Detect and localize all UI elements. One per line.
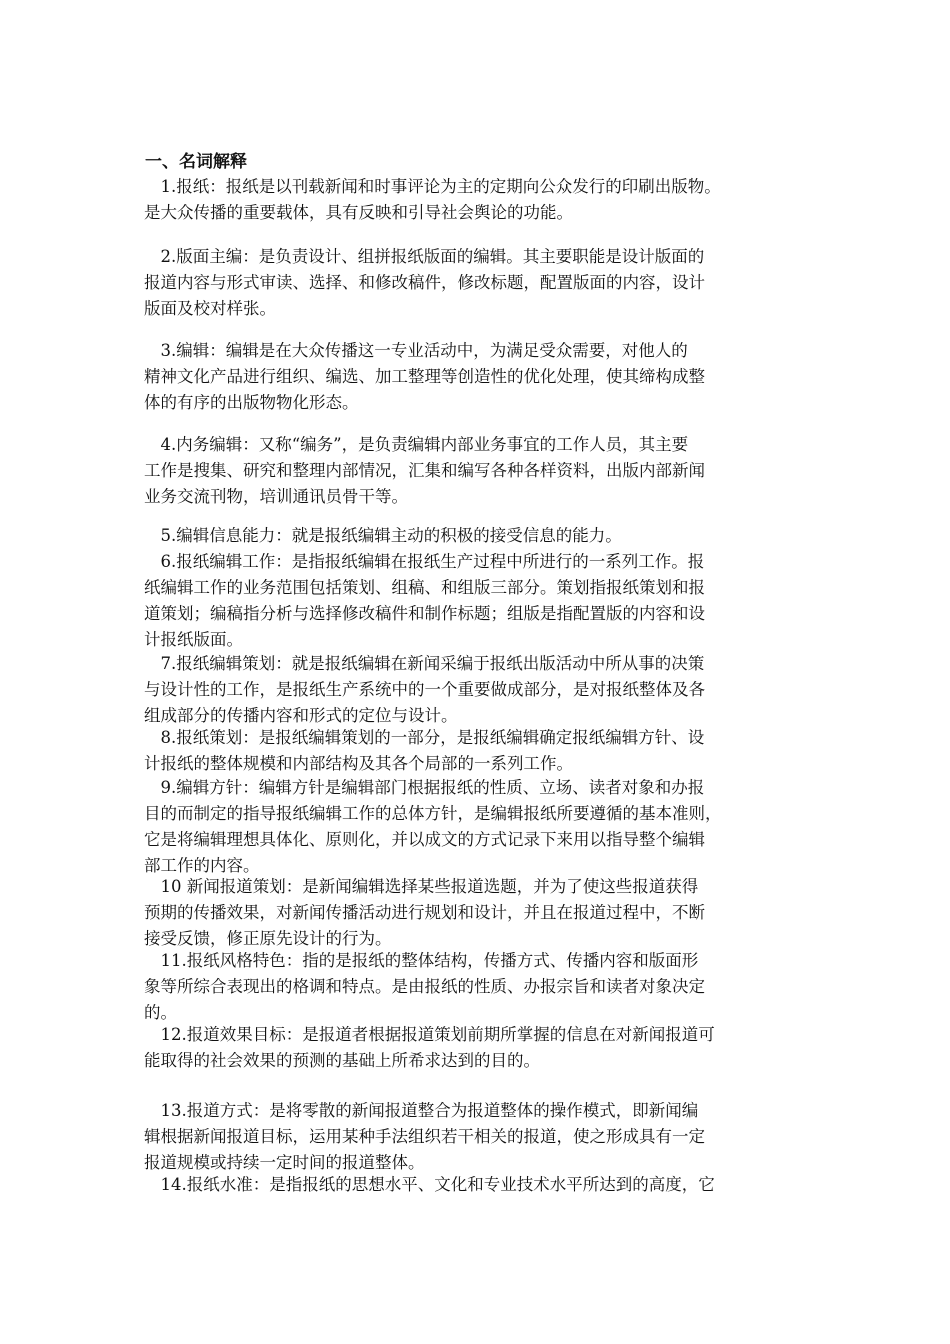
paragraph-line: 的。 [144, 1003, 177, 1022]
paragraph-line: 4.内务编辑：又称“编务”，是负责编辑内部业务事宜的工作人员，其主要 [144, 435, 689, 454]
section-heading: 一、名词解释 [145, 152, 247, 172]
definition-paragraph-3 [144, 338, 812, 416]
paragraph-line: 计报纸版面。 [144, 630, 243, 649]
paragraph-line: 象等所综合表现出的格调和特点。是由报纸的性质、办报宗旨和读者对象决定 [144, 977, 705, 996]
paragraph-line: 7.报纸编辑策划：就是报纸编辑在新闻采编于报纸出版活动中所从事的决策 [144, 654, 705, 673]
paragraph-line: 1.报纸：报纸是以刊载新闻和时事评论为主的定期向公众发行的印刷出版物。 [144, 177, 721, 196]
paragraph-line: 组成部分的传播内容和形式的定位与设计。 [144, 706, 458, 725]
paragraph-line: 与设计性的工作，是报纸生产系统中的一个重要做成部分，是对报纸整体及各 [144, 680, 705, 699]
definition-paragraph-1 [144, 174, 812, 226]
definition-paragraph-13 [144, 1098, 812, 1176]
paragraph-line: 报道内容与形式审读、选择、和修改稿件，修改标题，配置版面的内容，设计 [144, 273, 705, 292]
paragraph-line: 2.版面主编：是负责设计、组拼报纸版面的编辑。其主要职能是设计版面的 [144, 247, 705, 266]
paragraph-line: 精神文化产品进行组织、编选、加工整理等创造性的优化处理，使其缔构成整 [144, 367, 705, 386]
paragraph-line: 能取得的社会效果的预测的基础上所希求达到的目的。 [144, 1051, 540, 1070]
paragraph-line: 计报纸的整体规模和内部结构及其各个局部的一系列工作。 [144, 754, 573, 773]
definition-paragraph-9 [144, 775, 812, 879]
paragraph-line: 部工作的内容。 [144, 856, 260, 875]
paragraph-line: 目的而制定的指导报纸编辑工作的总体方针，是编辑报纸所要遵循的基本准则， [144, 804, 722, 823]
paragraph-line: 是大众传播的重要载体，具有反映和引导社会舆论的功能。 [144, 203, 573, 222]
paragraph-line: 道策划；编稿指分析与选择修改稿件和制作标题；组版是指配置版的内容和设 [144, 604, 705, 623]
paragraph-line: 8.报纸策划：是报纸编辑策划的一部分，是报纸编辑确定报纸编辑方针、设 [144, 728, 705, 747]
paragraph-line: 预期的传播效果，对新闻传播活动进行规划和设计，并且在报道过程中，不断 [144, 903, 705, 922]
paragraph-line: 13.报道方式：是将零散的新闻报道整合为报道整体的操作模式，即新闻编 [144, 1101, 699, 1120]
paragraph-line: 纸编辑工作的业务范围包括策划、组稿、和组版三部分。策划指报纸策划和报 [144, 578, 705, 597]
definition-paragraph-8 [144, 725, 812, 777]
paragraph-line: 6.报纸编辑工作：是指报纸编辑在报纸生产过程中所进行的一系列工作。报 [144, 552, 705, 571]
definition-paragraph-6 [144, 549, 812, 653]
paragraph-line: 工作是搜集、研究和整理内部情况，汇集和编写各种各样资料，出版内部新闻 [144, 461, 705, 480]
paragraph-line: 版面及校对样张。 [144, 299, 276, 318]
definition-paragraph-4 [144, 432, 812, 510]
paragraph-line: 体的有序的出版物物化形态。 [144, 393, 359, 412]
paragraph-line: 接受反馈，修正原先设计的行为。 [144, 929, 392, 948]
paragraph-line: 3.编辑：编辑是在大众传播这一专业活动中，为满足受众需要，对他人的 [144, 341, 688, 360]
paragraph-line: 5.编辑信息能力：就是报纸编辑主动的积极的接受信息的能力。 [144, 526, 622, 545]
paragraph-line: 辑根据新闻报道目标，运用某种手法组织若干相关的报道，使之形成具有一定 [144, 1127, 705, 1146]
definition-paragraph-12 [144, 1022, 812, 1074]
definition-paragraph-10 [144, 874, 812, 952]
paragraph-line: 业务交流刊物，培训通讯员骨干等。 [144, 487, 408, 506]
paragraph-line: 11.报纸风格特色：指的是报纸的整体结构，传播方式、传播内容和版面形 [144, 951, 699, 970]
definition-paragraph-14 [144, 1172, 812, 1198]
paragraph-line: 9.编辑方针：编辑方针是编辑部门根据报纸的性质、立场、读者对象和办报 [144, 778, 705, 797]
paragraph-line: 12.报道效果目标：是报道者根据报道策划前期所掌握的信息在对新闻报道可 [144, 1025, 715, 1044]
definition-paragraph-11 [144, 948, 812, 1026]
paragraph-line: 14.报纸水准：是指报纸的思想水平、文化和专业技术水平所达到的高度，它 [144, 1175, 715, 1194]
definition-paragraph-2 [144, 244, 812, 322]
paragraph-line: 它是将编辑理想具体化、原则化，并以成文的方式记录下来用以指导整个编辑 [144, 830, 705, 849]
definition-paragraph-7 [144, 651, 812, 729]
definition-paragraph-5 [144, 523, 812, 549]
paragraph-line: 10 新闻报道策划：是新闻编辑选择某些报道选题，并为了使这些报道获得 [144, 877, 699, 896]
paragraph-line: 报道规模或持续一定时间的报道整体。 [144, 1153, 425, 1172]
